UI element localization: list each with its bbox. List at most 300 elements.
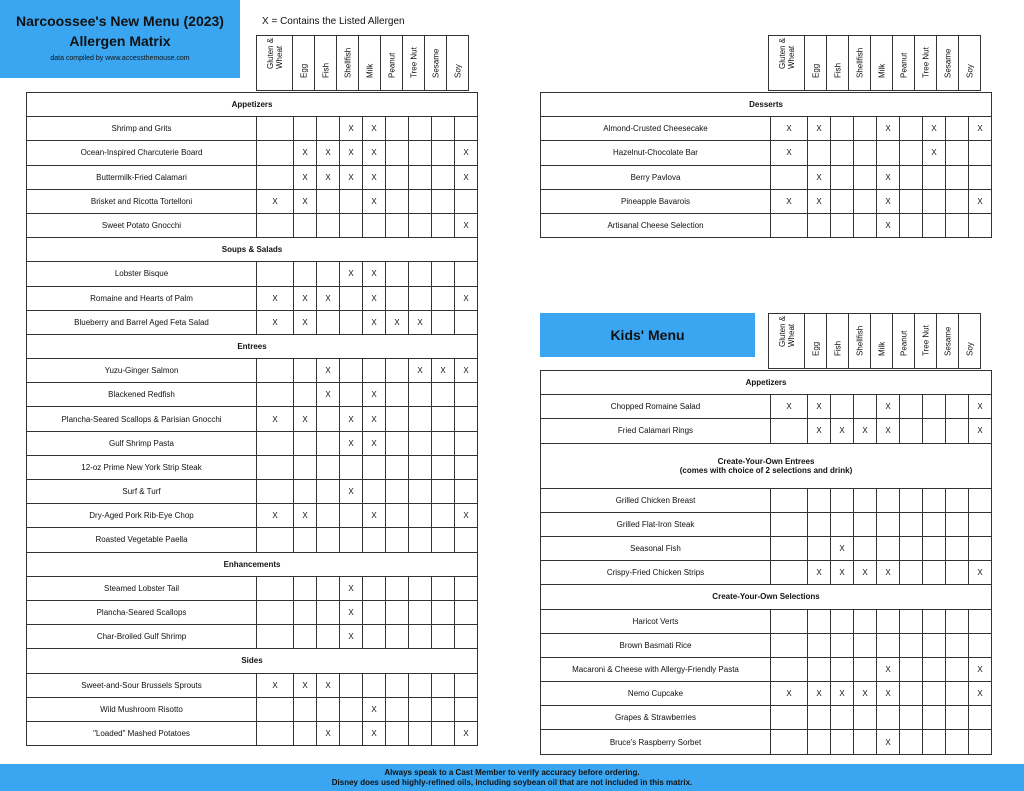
allergen-mark-cell: X: [969, 189, 992, 213]
allergen-mark-cell: [900, 609, 923, 633]
allergen-mark-cell: [317, 480, 340, 504]
allergen-mark-cell: X: [294, 673, 317, 697]
credit-text: data compiled by www.accessthemouse.com: [50, 55, 190, 62]
allergen-mark-cell: [771, 512, 808, 536]
allergen-mark-cell: [900, 488, 923, 512]
allergen-mark-cell: [900, 395, 923, 419]
allergen-header-cell: [914, 313, 937, 369]
allergen-mark-cell: [946, 117, 969, 141]
allergen-mark-cell: X: [409, 310, 432, 334]
allergen-mark-cell: [969, 633, 992, 657]
allergen-mark-cell: [771, 165, 808, 189]
allergen-mark-cell: [409, 480, 432, 504]
allergen-mark-cell: X: [340, 407, 363, 431]
allergen-mark-cell: [409, 697, 432, 721]
menu-item-row: [541, 609, 992, 633]
allergen-header-cell: [848, 313, 871, 369]
allergen-mark-cell: [257, 600, 294, 624]
allergen-mark-cell: [900, 141, 923, 165]
allergen-header-cell: [768, 313, 805, 369]
allergen-mark-cell: [363, 359, 386, 383]
desserts-table: [540, 92, 992, 238]
allergen-label: Egg: [811, 341, 820, 356]
allergen-mark-cell: [877, 512, 900, 536]
section-title: Desserts: [541, 93, 992, 117]
allergen-header-cell: [804, 313, 827, 369]
allergen-mark-cell: [946, 488, 969, 512]
menu-item-name: Sweet Potato Gnocchi: [27, 213, 257, 237]
allergen-header-cell: [870, 35, 893, 91]
allergen-mark-cell: [409, 721, 432, 745]
allergen-mark-cell: [455, 673, 478, 697]
menu-item-name: Brisket and Ricotta Tortelloni: [27, 189, 257, 213]
section-title: Soups & Salads: [27, 238, 478, 262]
allergen-mark-cell: X: [317, 673, 340, 697]
allergen-mark-cell: X: [294, 504, 317, 528]
menu-item-row: [541, 165, 992, 189]
allergen-mark-cell: X: [455, 721, 478, 745]
allergen-mark-cell: [432, 431, 455, 455]
allergen-mark-cell: X: [831, 419, 854, 443]
allergen-mark-cell: [946, 213, 969, 237]
menu-item-name: Hazelnut-Chocolate Bar: [541, 141, 771, 165]
allergen-mark-cell: [317, 117, 340, 141]
allergen-mark-cell: [946, 419, 969, 443]
menu-item-row: [27, 165, 478, 189]
section-header-row: [541, 443, 992, 488]
menu-item-name: "Loaded" Mashed Potatoes: [27, 721, 257, 745]
allergen-mark-cell: [946, 633, 969, 657]
allergen-mark-cell: [455, 431, 478, 455]
allergen-header-left: [256, 35, 469, 91]
allergen-mark-cell: [294, 721, 317, 745]
allergen-header-cell: [892, 35, 915, 91]
allergen-mark-cell: [455, 407, 478, 431]
section-title: Create-Your-Own Entrees (comes with choice of 2 selections and drink): [541, 443, 992, 488]
allergen-mark-cell: [831, 395, 854, 419]
allergen-label: Egg: [299, 63, 308, 78]
allergen-mark-cell: [294, 431, 317, 455]
allergen-mark-cell: [409, 141, 432, 165]
allergen-label: Tree Nut: [409, 47, 418, 78]
allergen-mark-cell: X: [363, 286, 386, 310]
allergen-mark-cell: X: [257, 286, 294, 310]
menu-item-name: Surf & Turf: [27, 480, 257, 504]
allergen-mark-cell: X: [386, 310, 409, 334]
allergen-mark-cell: [432, 625, 455, 649]
allergen-label: Fish: [833, 340, 842, 356]
allergen-mark-cell: X: [808, 682, 831, 706]
allergen-mark-cell: X: [363, 383, 386, 407]
allergen-mark-cell: [808, 730, 831, 754]
allergen-mark-cell: [854, 706, 877, 730]
section-header-row: [27, 238, 478, 262]
allergen-mark-cell: X: [294, 407, 317, 431]
allergen-mark-cell: [317, 407, 340, 431]
allergen-mark-cell: [854, 213, 877, 237]
allergen-header-cell: [914, 35, 937, 91]
allergen-mark-cell: X: [340, 165, 363, 189]
allergen-mark-cell: [831, 165, 854, 189]
allergen-mark-cell: [831, 189, 854, 213]
page-title: Narcoossee's New Menu (2023): [16, 13, 224, 29]
allergen-mark-cell: [340, 213, 363, 237]
section-title: Entrees: [27, 334, 478, 358]
allergen-mark-cell: [317, 310, 340, 334]
allergen-mark-cell: [455, 480, 478, 504]
allergen-mark-cell: [946, 657, 969, 681]
allergen-mark-cell: X: [877, 189, 900, 213]
allergen-mark-cell: [969, 165, 992, 189]
allergen-mark-cell: [831, 117, 854, 141]
allergen-mark-cell: [923, 633, 946, 657]
allergen-mark-cell: X: [257, 407, 294, 431]
menu-item-row: [541, 395, 992, 419]
allergen-mark-cell: [923, 189, 946, 213]
section-header-row: [27, 93, 478, 117]
allergen-mark-cell: [257, 480, 294, 504]
menu-item-name: Artisanal Cheese Selection: [541, 213, 771, 237]
legend-text: X = Contains the Listed Allergen: [262, 16, 405, 27]
allergen-mark-cell: [257, 383, 294, 407]
allergen-label: Peanut: [899, 330, 908, 356]
allergen-mark-cell: X: [340, 625, 363, 649]
allergen-mark-cell: [294, 600, 317, 624]
allergen-mark-cell: [854, 395, 877, 419]
allergen-mark-cell: [257, 165, 294, 189]
menu-item-name: Brown Basmati Rice: [541, 633, 771, 657]
allergen-mark-cell: X: [340, 576, 363, 600]
allergen-mark-cell: X: [877, 395, 900, 419]
allergen-label: Tree Nut: [921, 47, 930, 78]
menu-item-name: Grapes & Strawberries: [541, 706, 771, 730]
allergen-mark-cell: X: [294, 189, 317, 213]
allergen-mark-cell: [831, 512, 854, 536]
allergen-mark-cell: [317, 576, 340, 600]
allergen-mark-cell: [900, 512, 923, 536]
allergen-mark-cell: [409, 189, 432, 213]
footer-line-1: Always speak to a Cast Member to verify accuracy before ordering.: [384, 768, 640, 777]
allergen-mark-cell: X: [294, 165, 317, 189]
allergen-mark-cell: X: [317, 141, 340, 165]
allergen-mark-cell: X: [969, 561, 992, 585]
menu-item-row: [27, 721, 478, 745]
allergen-mark-cell: X: [771, 141, 808, 165]
allergen-header-cell: [958, 35, 981, 91]
allergen-header-cell: [826, 313, 849, 369]
menu-item-row: [541, 213, 992, 237]
page-subtitle: Allergen Matrix: [69, 33, 171, 49]
allergen-mark-cell: [363, 673, 386, 697]
allergen-mark-cell: [432, 286, 455, 310]
allergen-mark-cell: [854, 165, 877, 189]
allergen-mark-cell: [900, 536, 923, 560]
allergen-mark-cell: [877, 633, 900, 657]
allergen-mark-cell: X: [969, 657, 992, 681]
allergen-mark-cell: [432, 262, 455, 286]
menu-item-row: [541, 633, 992, 657]
allergen-mark-cell: X: [317, 286, 340, 310]
allergen-label: Soy: [453, 64, 462, 78]
allergen-mark-cell: X: [877, 213, 900, 237]
allergen-mark-cell: X: [363, 262, 386, 286]
allergen-mark-cell: [808, 657, 831, 681]
allergen-mark-cell: X: [340, 480, 363, 504]
allergen-mark-cell: [257, 359, 294, 383]
menu-item-name: Seasonal Fish: [541, 536, 771, 560]
allergen-mark-cell: [808, 512, 831, 536]
allergen-mark-cell: [432, 528, 455, 552]
section-header-row: [27, 552, 478, 576]
allergen-mark-cell: [386, 117, 409, 141]
allergen-label: Shellfish: [855, 47, 864, 78]
allergen-label: Peanut: [387, 52, 396, 78]
allergen-mark-cell: [923, 561, 946, 585]
allergen-mark-cell: X: [363, 189, 386, 213]
allergen-mark-cell: [923, 213, 946, 237]
allergen-mark-cell: [808, 141, 831, 165]
allergen-mark-cell: [432, 721, 455, 745]
menu-item-name: Fried Calamari Rings: [541, 419, 771, 443]
allergen-mark-cell: X: [923, 117, 946, 141]
allergen-mark-cell: [854, 512, 877, 536]
allergen-mark-cell: [455, 117, 478, 141]
menu-item-name: Gulf Shrimp Pasta: [27, 431, 257, 455]
allergen-mark-cell: [340, 383, 363, 407]
allergen-mark-cell: [294, 359, 317, 383]
section-header-row: [541, 371, 992, 395]
allergen-label: Gluten & Wheat: [777, 315, 796, 347]
menu-item-name: Berry Pavlova: [541, 165, 771, 189]
menu-item-row: [541, 682, 992, 706]
menu-item-row: [27, 213, 478, 237]
allergen-mark-cell: [340, 721, 363, 745]
allergen-mark-cell: [432, 189, 455, 213]
allergen-mark-cell: [808, 536, 831, 560]
allergen-mark-cell: [340, 455, 363, 479]
allergen-mark-cell: [946, 189, 969, 213]
allergen-header-cell: [892, 313, 915, 369]
allergen-mark-cell: [771, 213, 808, 237]
allergen-mark-cell: [923, 419, 946, 443]
allergen-header-cell: [826, 35, 849, 91]
allergen-mark-cell: [877, 609, 900, 633]
menu-item-row: [27, 117, 478, 141]
allergen-header-cell: [870, 313, 893, 369]
allergen-mark-cell: [386, 286, 409, 310]
allergen-mark-cell: [877, 141, 900, 165]
kids-menu-title: Kids' Menu: [540, 313, 755, 357]
allergen-mark-cell: [854, 488, 877, 512]
allergen-mark-cell: X: [294, 286, 317, 310]
allergen-mark-cell: [900, 706, 923, 730]
allergen-mark-cell: [386, 504, 409, 528]
allergen-mark-cell: [409, 504, 432, 528]
allergen-mark-cell: X: [877, 419, 900, 443]
allergen-mark-cell: [386, 673, 409, 697]
allergen-mark-cell: X: [363, 431, 386, 455]
allergen-mark-cell: [771, 419, 808, 443]
menu-item-name: Steamed Lobster Tail: [27, 576, 257, 600]
allergen-mark-cell: [946, 165, 969, 189]
allergen-mark-cell: [257, 625, 294, 649]
allergen-mark-cell: [363, 455, 386, 479]
menu-item-name: Blackened Redfish: [27, 383, 257, 407]
allergen-mark-cell: [317, 431, 340, 455]
allergen-mark-cell: [317, 213, 340, 237]
allergen-mark-cell: X: [257, 189, 294, 213]
menu-item-name: Pineapple Bavarois: [541, 189, 771, 213]
allergen-mark-cell: X: [455, 504, 478, 528]
allergen-mark-cell: [340, 310, 363, 334]
allergen-mark-cell: X: [340, 117, 363, 141]
allergen-label: Gluten & Wheat: [265, 37, 284, 69]
allergen-mark-cell: [969, 706, 992, 730]
menu-item-name: Wild Mushroom Risotto: [27, 697, 257, 721]
allergen-header-cell: [848, 35, 871, 91]
menu-item-row: [541, 141, 992, 165]
allergen-mark-cell: [257, 576, 294, 600]
menu-item-row: [27, 625, 478, 649]
allergen-header-cell: [958, 313, 981, 369]
allergen-mark-cell: [771, 633, 808, 657]
allergen-mark-cell: [257, 455, 294, 479]
allergen-mark-cell: X: [317, 383, 340, 407]
section-header-row: [27, 334, 478, 358]
allergen-header-cell: [256, 35, 293, 91]
allergen-mark-cell: [257, 697, 294, 721]
menu-item-name: Macaroni & Cheese with Allergy-Friendly Pasta: [541, 657, 771, 681]
allergen-label: Sesame: [943, 326, 952, 356]
menu-item-row: [27, 528, 478, 552]
allergen-mark-cell: [900, 730, 923, 754]
allergen-mark-cell: [363, 600, 386, 624]
allergen-mark-cell: X: [455, 141, 478, 165]
allergen-header-cell: [336, 35, 359, 91]
allergen-mark-cell: [771, 609, 808, 633]
allergen-mark-cell: [294, 262, 317, 286]
allergen-mark-cell: [340, 504, 363, 528]
allergen-mark-cell: [969, 141, 992, 165]
allergen-mark-cell: [900, 213, 923, 237]
allergen-mark-cell: [808, 488, 831, 512]
allergen-mark-cell: [455, 262, 478, 286]
allergen-mark-cell: [432, 141, 455, 165]
allergen-mark-cell: X: [340, 431, 363, 455]
menu-item-row: [27, 673, 478, 697]
menu-item-name: Nemo Cupcake: [541, 682, 771, 706]
allergen-mark-cell: X: [831, 682, 854, 706]
allergen-mark-cell: [294, 213, 317, 237]
allergen-header-cell: [402, 35, 425, 91]
allergen-mark-cell: [831, 213, 854, 237]
allergen-mark-cell: [257, 262, 294, 286]
allergen-mark-cell: X: [409, 359, 432, 383]
allergen-mark-cell: X: [831, 561, 854, 585]
allergen-header-desserts: [768, 35, 981, 91]
allergen-mark-cell: X: [432, 359, 455, 383]
menu-item-row: [541, 117, 992, 141]
allergen-mark-cell: X: [363, 141, 386, 165]
allergen-mark-cell: [386, 213, 409, 237]
allergen-mark-cell: [317, 455, 340, 479]
allergen-mark-cell: [363, 576, 386, 600]
allergen-mark-cell: [831, 706, 854, 730]
allergen-mark-cell: [257, 721, 294, 745]
allergen-mark-cell: [257, 141, 294, 165]
menu-item-name: Sweet-and-Sour Brussels Sprouts: [27, 673, 257, 697]
allergen-mark-cell: X: [455, 286, 478, 310]
allergen-mark-cell: [317, 600, 340, 624]
allergen-mark-cell: [900, 165, 923, 189]
menu-item-row: [27, 189, 478, 213]
allergen-mark-cell: [386, 189, 409, 213]
allergen-mark-cell: [946, 730, 969, 754]
menu-item-name: Almond-Crusted Cheesecake: [541, 117, 771, 141]
allergen-mark-cell: [386, 721, 409, 745]
allergen-mark-cell: [969, 536, 992, 560]
menu-item-name: Chopped Romaine Salad: [541, 395, 771, 419]
allergen-mark-cell: [317, 697, 340, 721]
allergen-mark-cell: [409, 165, 432, 189]
allergen-mark-cell: [432, 697, 455, 721]
allergen-label: Fish: [321, 62, 330, 78]
allergen-mark-cell: [432, 407, 455, 431]
menu-item-name: Shrimp and Grits: [27, 117, 257, 141]
allergen-mark-cell: [455, 189, 478, 213]
allergen-mark-cell: [409, 286, 432, 310]
section-title: Create-Your-Own Selections: [541, 585, 992, 609]
allergen-header-cell: [446, 35, 469, 91]
allergen-mark-cell: [386, 262, 409, 286]
menu-item-row: [541, 419, 992, 443]
allergen-header-cell: [936, 35, 959, 91]
section-title: Sides: [27, 649, 478, 673]
allergen-mark-cell: [432, 600, 455, 624]
allergen-mark-cell: [946, 395, 969, 419]
allergen-mark-cell: [455, 383, 478, 407]
allergen-header-kids: [768, 313, 981, 369]
menu-item-row: [27, 455, 478, 479]
allergen-label: Soy: [965, 342, 974, 356]
menu-item-name: Grilled Chicken Breast: [541, 488, 771, 512]
allergen-mark-cell: [317, 262, 340, 286]
menu-item-row: [541, 706, 992, 730]
allergen-mark-cell: [923, 512, 946, 536]
allergen-mark-cell: X: [257, 310, 294, 334]
section-title: Appetizers: [27, 93, 478, 117]
allergen-mark-cell: [900, 633, 923, 657]
allergen-mark-cell: X: [257, 504, 294, 528]
allergen-mark-cell: [923, 609, 946, 633]
menu-item-name: Yuzu-Ginger Salmon: [27, 359, 257, 383]
menu-item-row: [541, 488, 992, 512]
allergen-mark-cell: X: [771, 682, 808, 706]
menu-item-row: [27, 407, 478, 431]
menu-item-row: [27, 262, 478, 286]
allergen-mark-cell: X: [877, 165, 900, 189]
menu-item-row: [541, 657, 992, 681]
allergen-mark-cell: X: [317, 165, 340, 189]
allergen-mark-cell: [877, 706, 900, 730]
allergen-mark-cell: [386, 407, 409, 431]
section-title: Enhancements: [27, 552, 478, 576]
allergen-mark-cell: [432, 480, 455, 504]
allergen-mark-cell: [771, 730, 808, 754]
menu-item-row: [27, 504, 478, 528]
allergen-mark-cell: [771, 536, 808, 560]
allergen-mark-cell: [854, 141, 877, 165]
